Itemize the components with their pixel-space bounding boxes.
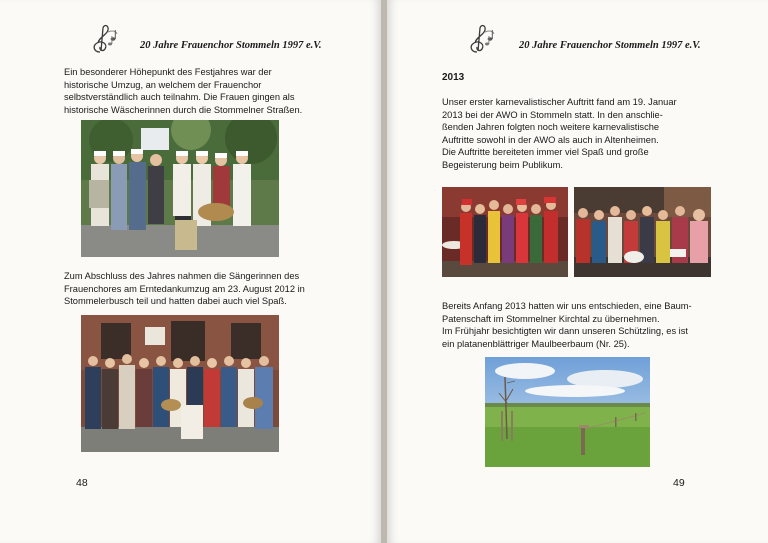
header-title: 20 Jahre Frauenchor Stommeln 1997 e.V. [140,40,322,51]
left-page-header [88,22,358,58]
treble-clef-logo-icon [465,22,499,56]
text-line: historische Umzug, an welchem der Frauenchor [64,79,262,90]
text-line: Patenschaft im Stommelner Kirchtal zu übernehmen. [442,313,660,324]
text-line: 2013 bei der AWO in Stommeln statt. In den anschlie- [442,109,663,120]
header-title: 20 Jahre Frauenchor Stommeln 1997 e.V. [519,40,701,51]
text-line: Zum Abschluss des Jahres nahmen die Sängerinnen des [64,271,300,281]
right-paragraph-1 [442,96,742,172]
treble-clef-logo-icon [88,22,122,56]
page-number-right: 49 [673,477,685,489]
text-line: Auftritte sowohl in der AWO als auch in Altenheimen. [442,134,659,145]
text-line: Unser erster karnevalistischer Auftritt fand am 19. Januar [442,97,677,107]
text-line: historische Wäscherinnen durch die Stommelner Straßen. [64,104,303,115]
photo-tree-sponsorship-meadow [485,357,650,467]
photo-carnival-performance [442,187,568,277]
text-line: Die Auftritte bereiteten immer viel Spaß und große [442,147,649,158]
photo-washerwomen-parade [81,120,279,257]
text-line: selbstverständlich auch teilnahm. Die Frauen gingen als [64,92,295,103]
left-page [0,0,381,543]
year-heading: 2013 [442,72,465,83]
text-line: Bereits Anfang 2013 hatten wir uns entschieden, eine Baum- [442,301,692,311]
photo-harvest-parade-group [81,315,279,452]
text-line: ßenden Jahren folgten noch weitere karnevalistische [442,122,660,133]
text-line: Frauenchores am Erntedankumzug am 23. August 2012 in [64,283,305,294]
text-line: Stommelerbusch teil und hatten dabei auch viel Spaß. [64,296,287,307]
right-paragraph-2 [442,300,742,350]
text-line: Im Frühjahr besichtigten wir dann unseren Schützling, es ist [442,326,688,337]
left-paragraph-2 [64,270,364,308]
text-line: Ein besonderer Höhepunkt des Festjahres war der [64,67,272,77]
text-line: ein platanenblättriger Maulbeerbaum (Nr. 25). [442,338,630,349]
text-line: Begeisterung beim Publikum. [442,159,563,170]
right-page [387,0,768,543]
page-number-left: 48 [76,477,88,489]
photo-carnival-audience [574,187,711,277]
left-paragraph-1 [64,66,364,116]
right-page-header [465,22,755,58]
